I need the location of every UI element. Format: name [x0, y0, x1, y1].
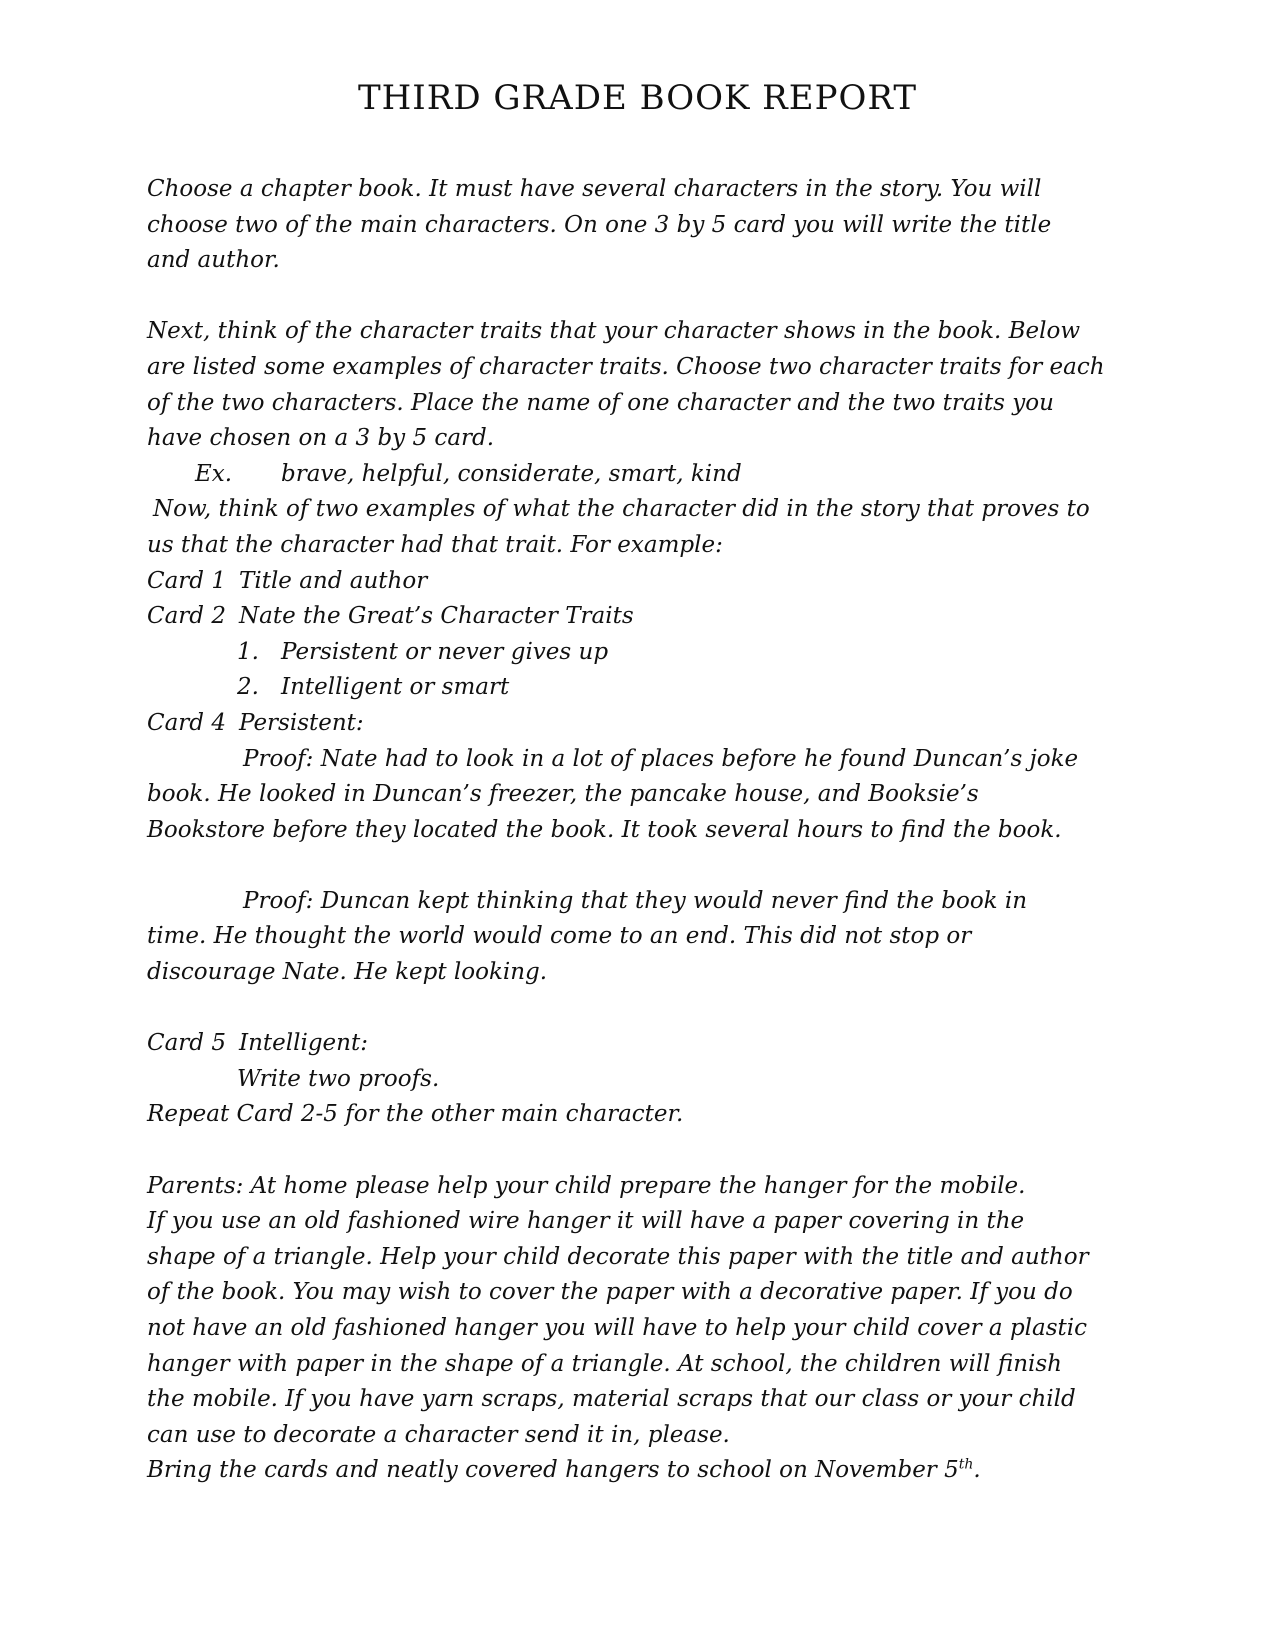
spacer	[147, 848, 1127, 884]
parents-line: can use to decorate a character send it in, please.	[147, 1421, 730, 1448]
spacer	[147, 279, 1127, 315]
card-label: Card 2	[147, 603, 226, 630]
parents-line: the mobile. If you have yarn scraps, material scraps that our class or your child	[147, 1386, 1076, 1413]
paragraph-line: are listed some examples of character traits. Choose two character traits for each	[147, 353, 1105, 380]
proof-line: discourage Nate. He kept looking.	[147, 959, 548, 986]
example-line	[147, 457, 1127, 493]
card-4-line	[147, 706, 1127, 742]
parents-line: of the book. You may wish to cover the paper with a decorative paper. If you do	[147, 1279, 1073, 1306]
proof-line: Proof: Nate had to look in a lot of places before he found Duncan’s joke	[243, 745, 1079, 772]
card-label: Card 4	[147, 709, 226, 736]
card-text: Nate the Great’s Character Traits	[239, 603, 634, 630]
trait-list-item	[147, 670, 1127, 706]
card-5-line	[147, 1026, 1127, 1062]
parents-line: If you use an old fashioned wire hanger it will have a paper covering in the	[147, 1208, 1025, 1235]
paragraph-line: us that the character had that trait. For example:	[147, 531, 723, 558]
list-number: 1.	[237, 638, 259, 665]
paragraph-line: of the two characters. Place the name of one character and the two traits you	[147, 389, 1054, 416]
parents-line: not have an old fashioned hanger you will have to help your child cover a plastic	[147, 1315, 1088, 1341]
instruction-line: Repeat Card 2-5 for the other main character.	[147, 1101, 684, 1128]
card-2-line	[147, 599, 1127, 635]
spacer	[147, 1133, 1127, 1169]
card-text: Intelligent:	[239, 1030, 368, 1057]
trait-text: Intelligent or smart	[281, 674, 510, 701]
card-1-line	[147, 564, 1127, 600]
paragraph-line: Now, think of two examples of what the character did in the story that proves to	[153, 496, 1090, 523]
parents-line: hanger with paper in the shape of a triangle. At school, the children will finish	[147, 1350, 1062, 1377]
spacer	[147, 991, 1127, 1027]
instruction-line: Write two proofs.	[237, 1065, 440, 1092]
parents-line: shape of a triangle. Help your child decorate this paper with the title and author	[147, 1243, 1089, 1270]
closing-text: Bring the cards and neatly covered hangers to school on November 5	[147, 1457, 959, 1484]
paragraph-line: have chosen on a 3 by 5 card.	[147, 425, 495, 452]
example-text: brave, helpful, considerate, smart, kind	[281, 460, 742, 487]
card-text: Title and author	[239, 567, 428, 594]
card-text: Persistent:	[239, 709, 364, 736]
parents-line: Parents: At home please help your child prepare the hanger for the mobile.	[147, 1172, 1026, 1199]
list-number: 2.	[237, 674, 259, 701]
closing-line	[147, 1453, 1127, 1489]
paragraph-line: choose two of the main characters. On one 3 by 5 card you will write the title	[147, 211, 1052, 238]
proof-line: book. He looked in Duncan’s freezer, the pancake house, and Booksie’s	[147, 781, 979, 808]
trait-list-item	[147, 635, 1127, 671]
trait-text: Persistent or never gives up	[281, 638, 609, 665]
card-label: Card 1	[147, 567, 226, 594]
proof-line: Bookstore before they located the book. It took several hours to find the book.	[147, 816, 1062, 843]
card-label: Card 5	[147, 1030, 226, 1057]
example-label: Ex.	[195, 460, 233, 487]
proof-line: time. He thought the world would come to an end. This did not stop or	[147, 923, 972, 950]
ordinal-suffix: th	[958, 1456, 974, 1473]
proof-line: Proof: Duncan kept thinking that they would never find the book in	[243, 887, 1028, 914]
paragraph-line: Next, think of the character traits that your character shows in the book. Below	[147, 318, 1081, 345]
closing-period: .	[973, 1457, 981, 1484]
paragraph-line: and author.	[147, 247, 280, 274]
paragraph-line: Choose a chapter book. It must have several characters in the story. You will	[147, 176, 1042, 202]
page-title: THIRD GRADE BOOK REPORT	[357, 78, 918, 118]
document-body	[147, 172, 1127, 1489]
